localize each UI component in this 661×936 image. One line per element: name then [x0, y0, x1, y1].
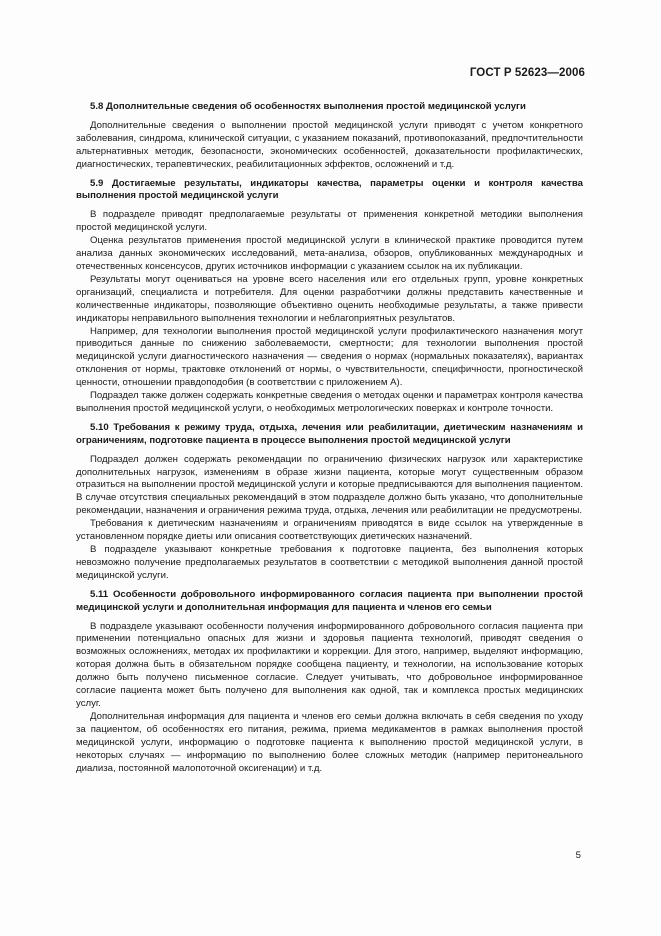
paragraph: В подразделе приводят предполагаемые результаты от применения конкретной методики выполнения простой медицинской услуги. [76, 209, 583, 234]
paragraph: В подразделе указывают конкретные требования к подготовке пациента, без выполнения которых невозможно получение предполагаемых результатов в соответствии с методикой выполнения данной простой медицинской услуги. [76, 544, 583, 581]
paragraph: В подразделе указывают особенности получения информированного добровольного согласия пациента при применении потенциально опасных для жизни и здоровья пациента технологий, приводят сведения о возможных осложнениях, методах их профилактики и коррекции. Для этого, например, выделяют информацию, которая должна быть в обязательном порядке сообщена пациенту, и технологии, на использование которых должно быть получено письменное согласие. Следует учитывать, что добровольное информированное согласие пациента может быть получено для выполнения как одной, так и комплекса простых медицинских услуг. [76, 620, 583, 709]
paragraph: Дополнительная информация для пациента и членов его семьи должна включать в себя сведения по уходу за пациентом, об особенностях его питания, режима, приема медикаментов в рамках выполнения простой медицинской услуги, информацию о подготовке пациента к выполнению простой медицинской услуги, в некоторых случаях — информацию по выполнению более сложных методик (например перитонеального диализа, постоянной малопоточной оксигенации) и т.д. [76, 710, 583, 774]
paragraph: Например, для технологии выполнения простой медицинской услуги профилактического назначения могут приводиться данные по снижению заболеваемости, смертности; для технологии выполнения простой медицинской услуги диагностического назначения — сведения о нормах (нормальных показателях), вариантах отклонения от нормы, трактовке отклонений от нормы, о чувствительности, специфичности, прогностической ценности, отношении правдоподобия (в соответствии с приложением А). [76, 325, 583, 389]
paragraph: Результаты могут оцениваться на уровне всего населения или его отдельных групп, уровне конкретных организаций, специалиста и потребителя. Для оценки разработчики должны представить качественные и количественные индикаторы, позволяющие объективно оценить необходимые результаты, а также привести индикаторы неправильного выполнения технологии и неблагоприятных результатов. [76, 273, 583, 324]
section-heading-5-11: 5.11 Особенности добровольного информированного согласия пациента при выполнении простой медицинской услуги и дополнительная информация для пациента и членов его семьи [76, 588, 583, 613]
section-heading-5-8: 5.8 Дополнительные сведения об особенностях выполнения простой медицинской услуги [90, 101, 526, 112]
paragraph: Подраздел должен содержать рекомендации по ограничению физических нагрузок или характеристике дополнительных нагрузок, изменениям в образе жизни пациента, которые могут существенным образом отразиться на выполнении простой медицинской услуги и которые предписываются для выполнения пациентом. В случае отсутствия специальных рекомендаций в этом подразделе должно быть указано, что дополнительные рекомендации, назначения и ограничения режима труда, отдыха, лечения или реабилитации не предусмотрены. [76, 453, 583, 517]
page-content [76, 95, 583, 775]
paragraph: Оценка результатов применения простой медицинской услуги в клинической практике проводится путем анализа данных экономических исследований, мета-анализа, обзоров, опубликованных международных и отечественных консенсусов, других источников информации с указанием ссылок на их публикации. [76, 235, 583, 272]
section-heading-5-10: 5.10 Требования к режиму труда, отдыха, лечения или реабилитации, диетическим назначениям и ограничениям, подготовке пациента в процессе выполнения простой медицинской услуги [76, 421, 583, 446]
paragraph: Требования к диетическим назначениям и ограничениям приводятся в виде ссылок на утвержденные в установленном порядке диеты или описания соответствующих диетических назначений. [76, 518, 583, 543]
paragraph: Дополнительные сведения о выполнении простой медицинской услуги приводят с учетом конкретного заболевания, синдрома, клинической ситуации, с указанием показаний, противопоказаний, предпочтительности альтернативных методик, безопасности, экономических особенностей, доказательности профилактических, диагностических, терапевтических, реабилитационных эффектов, осложнений и т.д. [76, 119, 583, 170]
paragraph: Подраздел также должен содержать конкретные сведения о методах оценки и параметрах контроля качества выполнения простой медицинской услуги, о необходимых метрологических поверках и контроле точности. [76, 390, 583, 414]
page-number: 5 [575, 850, 581, 861]
section-heading-5-9: 5.9 Достигаемые результаты, индикаторы качества, параметры оценки и контроля качества выполнения простой медицинской услуги [76, 177, 583, 202]
document-code: ГОСТ Р 52623—2006 [469, 67, 585, 79]
